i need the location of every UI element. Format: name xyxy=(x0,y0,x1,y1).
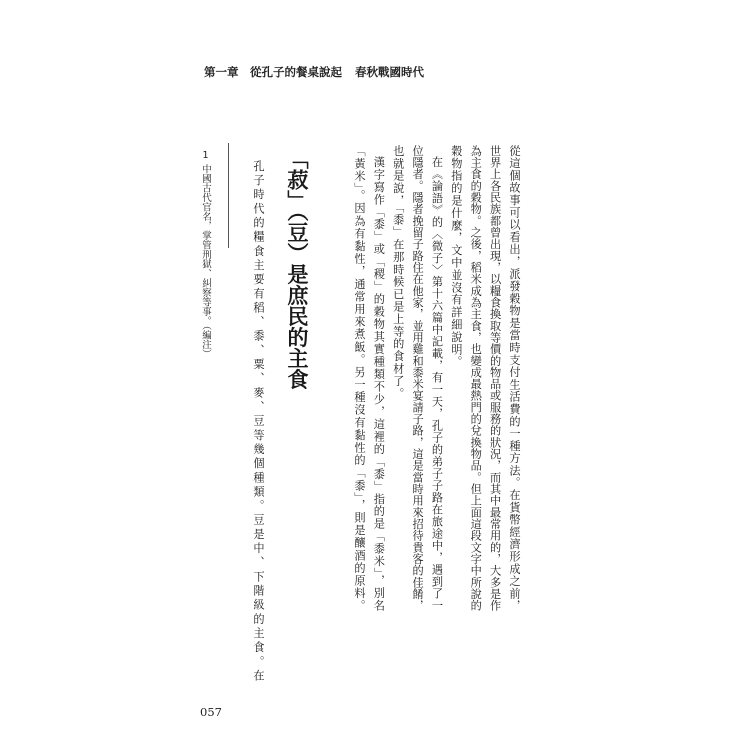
footnote-rule xyxy=(228,143,229,248)
period-label: 春秋戰國時代 xyxy=(355,65,424,79)
chapter-title: 從孔子的餐桌說起 xyxy=(250,65,342,79)
body-column: 從這個故事可以看出，派發穀物是當時支付生活費的一種方法。在貨幣經濟形成之前， xyxy=(508,145,521,611)
body-column: 也就是說，「黍」在那時候已是上等的食材了。 xyxy=(391,145,405,400)
page-number: 057 xyxy=(200,705,222,719)
body-column: 穀物指的是什麼，文中並沒有詳細說明。 xyxy=(449,145,463,369)
chapter-label: 第一章 xyxy=(204,65,239,79)
footnote xyxy=(199,150,211,359)
body-column: 孔子時代的糧食主要有稻、黍、粟、麥、豆等幾個種類。豆是中、下階級的主食。在 xyxy=(252,160,265,681)
section-heading: 「菽」（豆）是庶民的主食 xyxy=(285,148,309,390)
footnote-text: 中國古代官名，掌管刑獄、糾察等事。（編注） xyxy=(200,164,211,359)
body-column: 「黃米」。因為有黏性，通常用來煮飯。另一種沒有黏性的「黍」，則是釀酒的原料。 xyxy=(353,145,366,611)
body-column: 漢字寫作「黍」或「稷」的穀物其實種類不少，這裡的「黍」指的是「黍米」，別名 xyxy=(372,156,386,611)
body-column: 為主食的穀物。之後，稻米成為主食，也變成最熱門的兌換物品。但上面這段文字中所說的 xyxy=(469,145,483,611)
footnote-number: 1 xyxy=(200,150,211,161)
body-column: 位隱者。隱者挽留子路住在他家，並用雞和黍米宴請子路，這是當時用來招待貴客的佳餚， xyxy=(411,145,425,611)
body-column: 在《論語》的〈微子〉第十六篇中記載，有一天，孔子的弟子子路在旅途中，遇到了一 xyxy=(430,156,444,611)
body-column: 世界上各民族都曾出現，以糧食換取等價的物品或服務的狀況，而其中最常用的，大多是作 xyxy=(488,145,502,611)
